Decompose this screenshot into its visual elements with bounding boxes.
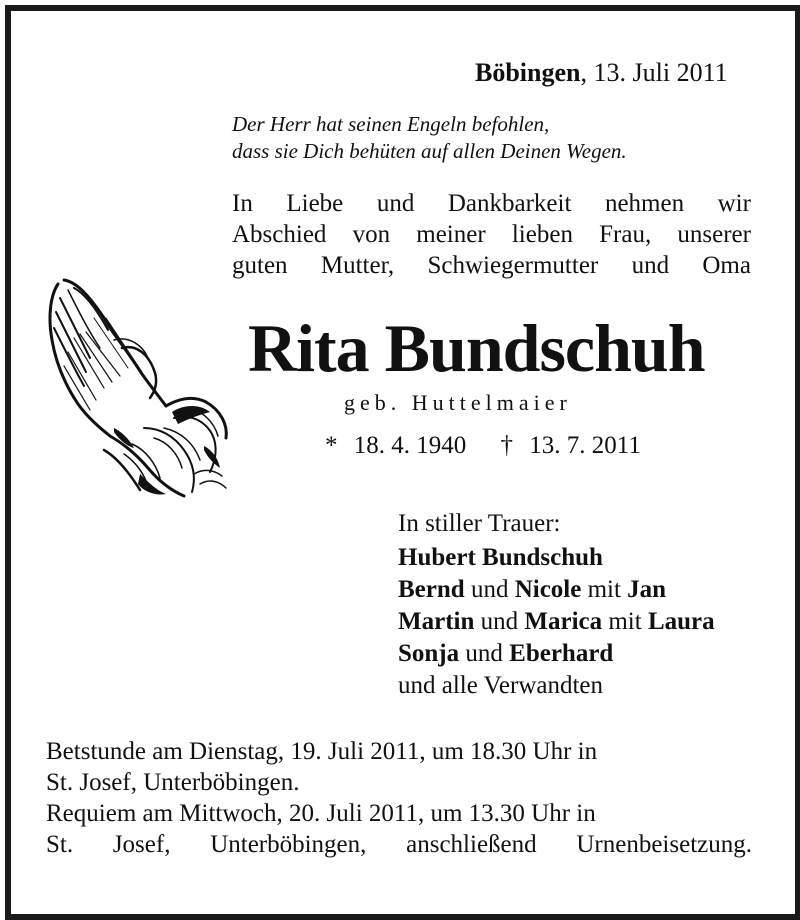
mourner-line — [398, 606, 715, 638]
word: unserer — [677, 221, 751, 248]
mourner-line — [398, 638, 715, 670]
word: guten — [232, 252, 288, 279]
mourner-name: Jan — [627, 576, 667, 603]
connector: und — [474, 608, 525, 635]
word: wir — [717, 190, 751, 217]
connector: mit — [602, 608, 648, 635]
word: Urnenbeisetzung. — [576, 831, 752, 858]
word: Oma — [702, 252, 751, 279]
service-line: Betstunde am Dienstag, 19. Juli 2011, um 18.30 Uhr in — [46, 738, 598, 765]
intro-line — [232, 250, 751, 281]
mourner-line — [398, 574, 715, 606]
service-line: St. Josef, Unterböbingen. — [46, 769, 300, 796]
word: anschließend — [406, 831, 537, 858]
mourner-name: Sonja — [398, 640, 460, 667]
birth-name: geb. Huttelmaier — [344, 390, 572, 415]
died-date: 13. 7. 2011 — [529, 432, 641, 459]
word: nehmen — [604, 190, 685, 217]
date: , 13. Juli 2011 — [580, 58, 728, 87]
service-line — [46, 829, 752, 860]
intro-line — [232, 188, 751, 219]
mourner-name: Nicole — [514, 576, 582, 603]
word: Schwiegermutter — [427, 252, 599, 279]
word: von — [352, 221, 391, 248]
mourners-block — [398, 508, 715, 702]
word: lieben — [511, 221, 573, 248]
word: In — [232, 190, 253, 217]
verse-line: dass sie Dich behüten auf allen Deinen Wegen. — [232, 139, 627, 163]
word: und — [631, 252, 670, 279]
word: Josef, — [112, 831, 171, 858]
service-line: Requiem am Mittwoch, 20. Juli 2011, um 13.30 Uhr in — [46, 800, 596, 827]
mourner-name: Marica — [524, 608, 603, 635]
service-info — [46, 736, 752, 860]
intro-text — [232, 188, 751, 281]
word: St. — [46, 831, 74, 858]
mourners-heading: In stiller Trauer: — [398, 510, 561, 537]
life-dates — [325, 432, 641, 460]
place-date — [475, 58, 728, 88]
word: Dankbarkeit — [447, 190, 572, 217]
mourner-name: Eberhard — [509, 640, 614, 667]
born-date: 18. 4. 1940 — [353, 432, 467, 459]
mourner-name: Martin — [398, 608, 475, 635]
connector: und — [464, 576, 515, 603]
connector: und — [459, 640, 510, 667]
mourner-line: und alle Verwandten — [398, 672, 604, 699]
word: meiner — [416, 221, 486, 248]
word: Mutter, — [320, 252, 395, 279]
deceased-name: Rita Bundschuh — [248, 310, 705, 386]
verse-line: Der Herr hat seinen Engeln befohlen, — [232, 112, 550, 136]
word: Abschied — [232, 221, 327, 248]
intro-line — [232, 219, 751, 250]
mourner-line — [398, 542, 715, 574]
died-symbol: † — [500, 432, 513, 459]
word: Unterböbingen, — [210, 831, 367, 858]
mourner-name: Laura — [647, 608, 715, 635]
mourner-name: Hubert Bundschuh — [398, 544, 603, 571]
place: Böbingen — [475, 58, 581, 87]
born-symbol: * — [325, 432, 338, 459]
praying-hands-icon — [44, 278, 232, 500]
word: und — [376, 190, 415, 217]
connector: mit — [581, 576, 628, 603]
word: Liebe — [286, 190, 344, 217]
word: Frau, — [599, 221, 652, 248]
bible-verse — [232, 111, 627, 165]
mourner-name: Bernd — [398, 576, 465, 603]
